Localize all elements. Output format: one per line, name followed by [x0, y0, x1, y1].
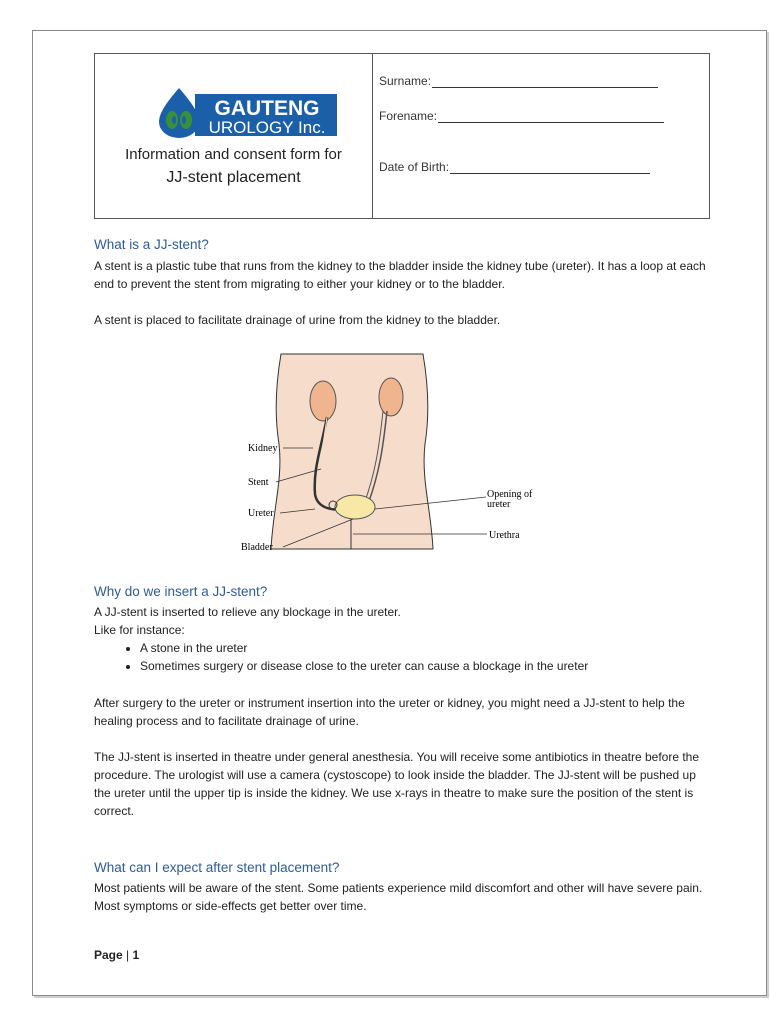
forename-field[interactable] — [379, 109, 664, 123]
form-title — [95, 146, 372, 187]
why-paragraph-2: Like for instance: — [94, 623, 185, 637]
page-separator: | — [122, 948, 133, 962]
gauteng-urology-logo — [155, 86, 339, 138]
form-title-line1: Information and consent form for — [125, 146, 342, 163]
list-item: • A stone in the ureter — [140, 639, 588, 657]
label-bladder: Bladder — [241, 542, 273, 553]
what-heading: What is a JJ-stent? — [94, 237, 209, 252]
why-bullet-list — [94, 639, 588, 675]
page-label: Page — [94, 948, 123, 962]
dob-field[interactable] — [379, 160, 650, 174]
why-paragraph-1: A JJ-stent is inserted to relieve any blockage in the ureter. — [94, 605, 401, 619]
label-kidney: Kidney — [248, 443, 278, 454]
page-number: 1 — [132, 948, 140, 962]
forename-label: Forename: — [379, 109, 438, 123]
dob-label: Date of Birth: — [379, 160, 450, 174]
why-paragraph-3: After surgery to the ureter or instrument insertion into the ureter or kidney, you might need a JJ-stent to help the healing process and to facilitate drainage of urine. — [94, 696, 685, 728]
surname-field[interactable] — [379, 74, 658, 88]
form-title-line2: JJ-stent placement — [166, 169, 301, 186]
surname-label: Surname: — [379, 74, 432, 88]
label-stent: Stent — [248, 477, 269, 488]
list-item: • Sometimes surgery or disease close to the ureter can cause a blockage in the ureter — [140, 657, 588, 675]
document-page — [32, 30, 767, 996]
dob-line[interactable] — [450, 161, 650, 174]
logo-bottom-text: UROLOGY Inc. — [208, 118, 326, 137]
header-table — [94, 53, 710, 219]
what-paragraph-1: A stent is a plastic tube that runs from the kidney to the bladder inside the kidney tube (ureter). It has a loop at each end to prevent the stent from migrating to either your kidney or to the bladder. — [94, 259, 706, 291]
surname-line[interactable] — [432, 75, 658, 88]
page-footer — [94, 948, 139, 962]
why-paragraph-4: The JJ-stent is inserted in theatre under general anesthesia. You will receive some antibiotics in theatre before the procedure. The urologist will use a camera (cystoscope) to look inside the bladder. The JJ-stent will be pushed up the ureter until the upper tip is inside the kidney. We use x-rays in theatre to make sure the position of the stent is correct. — [94, 750, 700, 818]
header-left-cell — [95, 54, 373, 218]
header-right-cell — [373, 54, 709, 218]
logo-top-text: GAUTENG — [214, 97, 320, 120]
label-opening-line1: Opening of — [487, 489, 533, 500]
expect-heading: What can I expect after stent placement? — [94, 860, 340, 875]
what-paragraph-2: A stent is placed to facilitate drainage of urine from the kidney to the bladder. — [94, 313, 501, 327]
stent-illustration — [203, 349, 533, 553]
label-urethra: Urethra — [489, 530, 520, 541]
label-ureter: Ureter — [248, 508, 274, 519]
why-heading: Why do we insert a JJ-stent? — [94, 584, 268, 599]
label-opening-line2: ureter — [487, 499, 511, 510]
forename-line[interactable] — [438, 110, 664, 123]
expect-paragraph-1: Most patients will be aware of the stent. Some patients experience mild discomfort and other will have severe pain. Most symptoms or side-effects get better over time. — [94, 881, 703, 913]
